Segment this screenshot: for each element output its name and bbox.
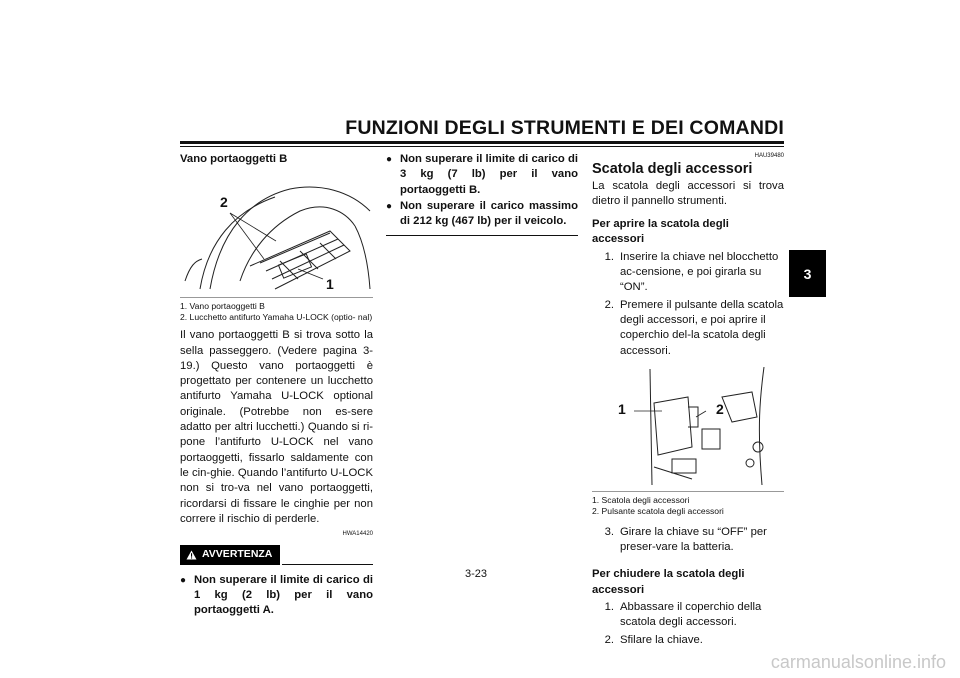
figure-accessory-box (592, 367, 784, 485)
section-heading-storage-b: Vano portaoggetti B (180, 153, 288, 165)
step-text: Premere il pulsante della scatola degli accessori, e poi aprire il coperchio del-la scatola degli accessori. (620, 298, 784, 357)
figure-captions (180, 297, 373, 323)
step-item (592, 298, 784, 359)
step-number: 1. (604, 250, 614, 263)
caption-item: 2. Lucchetto antifurto Yamaha U-LOCK (optio- nal) (180, 312, 373, 323)
figure-label-2: 2 (220, 194, 228, 211)
step-item (592, 633, 784, 648)
header-rule (180, 141, 784, 144)
accessory-box-illustration (592, 367, 784, 485)
bullet-icon: ● (386, 200, 393, 212)
watermark: carmanualsonline.info (770, 652, 946, 672)
warning-bullet (180, 573, 373, 619)
warning-code: HWA14420 (342, 531, 373, 538)
step-number: 2. (604, 298, 614, 311)
step-item (592, 600, 784, 631)
section-code: HAU39480 (754, 153, 784, 159)
figure-captions (592, 491, 784, 517)
warning-bullet (386, 199, 578, 230)
column-3 (592, 149, 784, 648)
warning-end-rule (386, 235, 578, 236)
bullet-icon: ● (180, 574, 187, 586)
warning-text: Non superare il limite di carico di 1 kg (2 lb) per il vano portaoggetti A. (194, 573, 373, 617)
warning-triangle-icon (186, 550, 197, 560)
figure-label-1: 1 (618, 400, 626, 417)
warning-bullet (386, 152, 578, 198)
section-heading-accessory-box: Scatola degli accessori (592, 161, 753, 178)
warning-text: Non superare il limite di carico di 3 kg (7 lb) per il vano portaoggetti B. (400, 153, 578, 196)
header-rule-thin (180, 146, 784, 147)
figure-storage-b (180, 171, 373, 293)
caption-item: 2. Pulsante scatola degli accessori (592, 505, 724, 516)
step-text: Abbassare il coperchio della scatola degli accessori. (620, 601, 762, 629)
caption-item: 1. Vano portaoggetti B (180, 301, 265, 312)
figure-label-1: 1 (326, 276, 334, 293)
open-heading: Per aprire la scatola degli accessori (592, 218, 729, 246)
intro-paragraph: La scatola degli accessori si trova dietro il pannello strumenti. (592, 179, 784, 207)
step-number: 1. (604, 601, 614, 614)
chapter-tab: 3 (789, 250, 826, 297)
step-text: Inserire la chiave nel blocchetto ac-censione, e poi girarla su “ON”. (620, 250, 779, 294)
step-item (592, 250, 784, 296)
warning-rule (282, 564, 373, 565)
body-paragraph: Il vano portaoggetti B si trova sotto la sella passeggero. (Vedere pagina 3-19.) Questo vano portaoggetti è progettato per contenere un lucchetto antifurto Yamaha U-LOCK optional originale. (Potrebbe non es-sere adatto per altri lucchetti.) Quando si ri-pone l’antifurto U-LOCK nel vano portaoggetti, fissarlo saldamente con le cin-ghie. Quando l’antifurto U-LOCK non si tro-va nel vano portaoggetti, ricordarsi di fissare le cinghie per non correre il rischio di perderle. (180, 329, 373, 525)
bullet-icon: ● (386, 154, 393, 165)
step-number: 2. (604, 633, 614, 646)
seat-storage-illustration (180, 171, 373, 293)
warning-text: Non superare il carico massimo di 212 kg (467 lb) per il veicolo. (400, 199, 578, 228)
caption-item: 1. Scatola degli accessori (592, 494, 690, 505)
step-text: Girare la chiave su “OFF” per preser-vare la batteria. (620, 525, 767, 554)
column-2 (386, 149, 578, 236)
warning-header (180, 545, 373, 564)
close-heading: Per chiudere la scatola degli accessori (592, 568, 745, 596)
page-title: FUNZIONI DEGLI STRUMENTI E DEI COMANDI (345, 117, 784, 139)
figure-label-2: 2 (716, 400, 724, 417)
warning-label: AVVERTENZA (202, 548, 273, 561)
page-number: 3-23 (465, 568, 488, 580)
column-1 (180, 149, 373, 619)
step-number: 3. (604, 525, 614, 538)
warning-badge (180, 545, 280, 564)
step-item (592, 525, 784, 556)
step-text: Sfilare la chiave. (620, 633, 703, 646)
